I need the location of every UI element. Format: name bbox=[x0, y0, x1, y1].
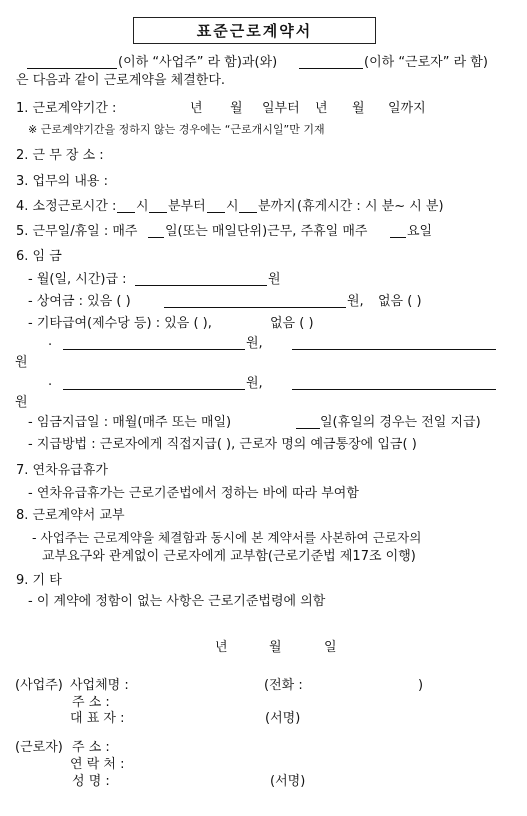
contract-date-month: 월 bbox=[269, 640, 282, 655]
contract-delivery-label: 8. 근로계약서 교부 bbox=[16, 508, 125, 523]
work-days-label: 5. 근무일/휴일 : 매주 bbox=[16, 224, 138, 239]
worker-blank bbox=[299, 68, 363, 69]
job-description-label: 3. 업무의 내용 : bbox=[16, 174, 108, 189]
other-pay-item-3-unit: 원, bbox=[246, 376, 263, 391]
bonus-unit: 원, bbox=[347, 294, 364, 309]
weekly-holiday-day: 요일 bbox=[407, 224, 433, 239]
bonus-label: - 상여금 : 있음 ( ) bbox=[28, 294, 131, 309]
contract-date-day: 일 bbox=[324, 640, 337, 655]
contract-date-year: 년 bbox=[215, 640, 228, 655]
pay-day-text: 일(휴일의 경우는 전일 지급) bbox=[320, 415, 481, 430]
employer-tag: (사업주) bbox=[15, 678, 63, 693]
weekly-holiday-blank bbox=[390, 237, 406, 238]
pay-method-label: - 지급방법 : 근로자에게 직접지급( ), 근로자 명의 예금통장에 입금( ) bbox=[28, 437, 417, 452]
employer-signature: (서명) bbox=[265, 711, 301, 726]
representative-label: 대 표 자 : bbox=[70, 711, 125, 726]
end-hour-blank bbox=[207, 212, 225, 213]
bonus-none: 없음 ( ) bbox=[378, 294, 422, 309]
end-day-label: 일까지 bbox=[388, 101, 426, 116]
work-days-blank bbox=[148, 237, 164, 238]
other-terms-text: - 이 계약에 정함이 없는 사항은 근로기준법령에 의함 bbox=[28, 594, 326, 609]
annual-leave-label: 7. 연차유급휴가 bbox=[16, 463, 108, 478]
worker-name-label: 성 명 : bbox=[72, 774, 110, 789]
document-title: 표준근로계약서 bbox=[133, 17, 376, 44]
other-pay-item-4-blank bbox=[292, 389, 496, 390]
start-hour-unit: 시 bbox=[136, 199, 149, 214]
start-year-label: 년 bbox=[190, 101, 203, 116]
worker-tag: (근로자) bbox=[15, 740, 63, 755]
monthly-wage-blank bbox=[135, 285, 267, 286]
other-pay-item-1-blank bbox=[63, 349, 245, 350]
end-hour-unit: 시 bbox=[226, 199, 239, 214]
employer-phone-close: ) bbox=[418, 678, 424, 693]
start-hour-blank bbox=[117, 212, 135, 213]
other-terms-label: 9. 기 타 bbox=[16, 573, 62, 588]
work-days-text: 일(또는 매일단위)근무, 주휴일 매주 bbox=[165, 224, 368, 239]
worker-address-label: 주 소 : bbox=[72, 740, 110, 755]
contract-delivery-text-2: 교부요구와 관계없이 근로자에게 교부함(근로기준법 제17조 이행) bbox=[42, 549, 416, 564]
business-name-label: 사업체명 : bbox=[70, 678, 129, 693]
pay-day-label: - 임금지급일 : 매월(매주 또는 매일) bbox=[28, 415, 232, 430]
worker-reference: (이하 “근로자” 라 함) bbox=[364, 55, 488, 70]
end-year-label: 년 bbox=[315, 101, 328, 116]
other-pay-item-4-unit: 원 bbox=[15, 395, 28, 410]
break-time: (휴게시간 : 시 분~ 시 분) bbox=[297, 199, 444, 214]
worker-contact-label: 연 락 처 : bbox=[70, 757, 125, 772]
wage-label: 6. 임 금 bbox=[16, 249, 62, 264]
employer-blank bbox=[27, 68, 117, 69]
end-month-label: 월 bbox=[352, 101, 365, 116]
contract-delivery-text-1: - 사업주는 근로계약을 체결함과 동시에 본 계약서를 사본하여 근로자의 bbox=[32, 530, 422, 545]
start-minute-blank bbox=[149, 212, 167, 213]
other-pay-item-2-blank bbox=[292, 349, 496, 350]
other-pay-item-2-unit: 원 bbox=[15, 355, 28, 370]
end-minute-blank bbox=[239, 212, 257, 213]
worker-signature: (서명) bbox=[270, 774, 306, 789]
other-pay-item-1-unit: 원, bbox=[246, 336, 263, 351]
start-minute-unit: 분부터 bbox=[168, 199, 206, 214]
employer-phone-label: (전화 : bbox=[264, 678, 303, 693]
employer-address-label: 주 소 : bbox=[72, 695, 110, 710]
monthly-wage-label: - 월(일, 시간)급 : bbox=[28, 272, 127, 287]
contract-period-note: ※ 근로계약기간을 정하지 않는 경우에는 “근로개시일”만 기재 bbox=[28, 123, 325, 136]
bonus-amount-blank bbox=[164, 307, 346, 308]
other-pay-bullet-2: · bbox=[48, 378, 53, 393]
other-pay-none: 없음 ( ) bbox=[270, 316, 314, 331]
start-month-label: 월 bbox=[230, 101, 243, 116]
annual-leave-text: - 연차유급휴가는 근로기준법에서 정하는 바에 따라 부여함 bbox=[28, 486, 359, 501]
workplace-label: 2. 근 무 장 소 : bbox=[16, 148, 104, 163]
other-pay-label: - 기타급여(제수당 등) : 있음 ( ), bbox=[28, 316, 212, 331]
contract-period-label: 1. 근로계약기간 : bbox=[16, 101, 117, 116]
start-day-label: 일부터 bbox=[262, 101, 300, 116]
intro-text: 은 다음과 같이 근로계약을 체결한다. bbox=[16, 73, 226, 88]
other-pay-item-3-blank bbox=[63, 389, 245, 390]
pay-day-blank bbox=[296, 428, 320, 429]
employer-reference: (이하 “사업주” 라 함)과(와) bbox=[118, 55, 278, 70]
end-minute-unit: 분까지 bbox=[258, 199, 296, 214]
other-pay-bullet-1: · bbox=[48, 338, 53, 353]
working-hours-label: 4. 소정근로시간 : bbox=[16, 199, 117, 214]
monthly-wage-unit: 원 bbox=[268, 272, 281, 287]
